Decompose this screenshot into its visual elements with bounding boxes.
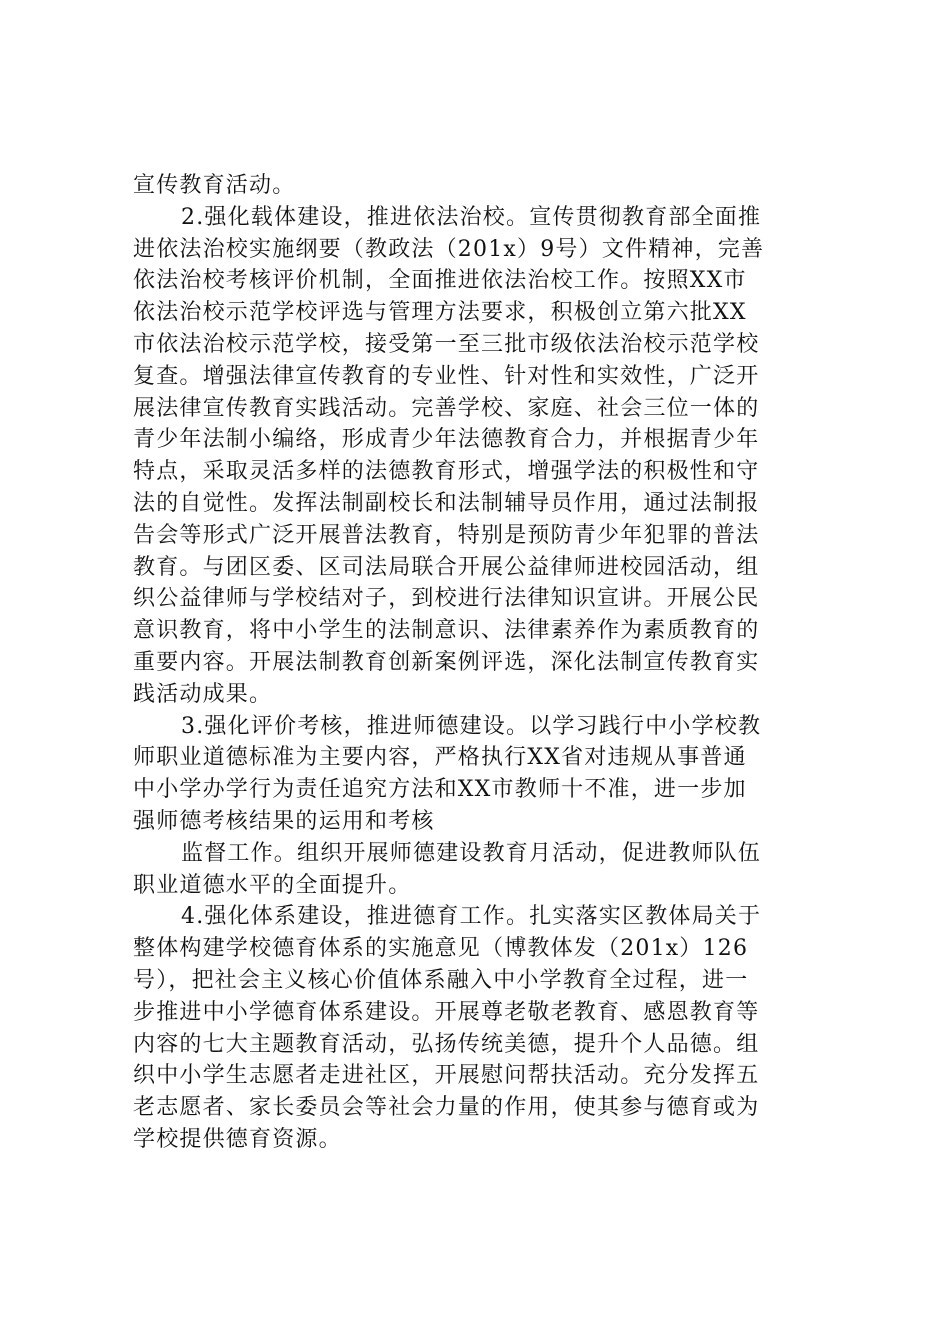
text-line: 2.强化载体建设，推进依法治校。宣传贯彻教育部全面推 bbox=[181, 204, 762, 230]
text-line: 意识教育，将中小学生的法制意识、法律素养作为素质教育的 bbox=[133, 618, 760, 644]
text-line: 整体构建学校德育体系的实施意见（博教体发（201x）126 bbox=[133, 936, 749, 962]
text-line: 青少年法制小编络，形成青少年法德教育合力，并根据青少年 bbox=[133, 427, 760, 453]
text-line: 依法治校考核评价机制，全面推进依法治校工作。按照XX市 bbox=[133, 268, 747, 294]
text-line: 宣传教育活动。 bbox=[133, 173, 296, 198]
text-line: 特点，采取灵活多样的法德教育形式，增强学法的积极性和守 bbox=[133, 459, 760, 485]
text-line: 强师德考核结果的运用和考核 bbox=[133, 808, 435, 834]
text-line: 师职业道德标准为主要内容，严格执行XX省对违规从事普通 bbox=[133, 745, 747, 771]
text-line: 中小学办学行为责任追究方法和XX市教师十不准，进一步加 bbox=[133, 777, 747, 803]
text-line: 市依法治校示范学校，接受第一至三批市级依法治校示范学校 bbox=[133, 331, 760, 357]
text-line: 告会等形式广泛开展普法教育，特别是预防青少年犯罪的普法 bbox=[133, 522, 760, 548]
text-line: 复查。增强法律宣传教育的专业性、针对性和实效性，广泛开 bbox=[133, 363, 760, 389]
text-line: 号），把社会主义核心价值体系融入中小学教育全过程，进一 bbox=[133, 967, 749, 993]
text-line: 展法律宣传教育实践活动。完善学校、家庭、社会三位一体的 bbox=[133, 395, 760, 421]
text-line: 教育。与团区委、区司法局联合开展公益律师进校园活动，组 bbox=[133, 554, 760, 580]
text-line: 重要内容。开展法制教育创新案例评选，深化法制宣传教育实 bbox=[133, 649, 760, 675]
text-line: 进依法治校实施纲要（教政法（201x）9号）文件精神，完善 bbox=[133, 236, 765, 262]
document-body bbox=[133, 170, 823, 1156]
text-line: 内容的七大主题教育活动，弘扬传统美德，提升个人品德。组 bbox=[133, 1031, 760, 1057]
text-line: 步推进中小学德育体系建设。开展尊老敬老教育、感恩教育等 bbox=[133, 999, 760, 1025]
text-line: 老志愿者、家长委员会等社会力量的作用，使其参与德育或为 bbox=[133, 1095, 760, 1121]
text-line: 织中小学生志愿者走进社区，开展慰问帮扶活动。充分发挥五 bbox=[133, 1063, 760, 1089]
text-line: 4.强化体系建设，推进德育工作。扎实落实区教体局关于 bbox=[181, 904, 762, 930]
text-line: 法的自觉性。发挥法制副校长和法制辅导员作用，通过法制报 bbox=[133, 490, 760, 516]
text-line: 学校提供德育资源。 bbox=[133, 1126, 342, 1152]
text-line: 依法治校示范学校评选与管理方法要求，积极创立第六批XX bbox=[133, 300, 747, 326]
text-line: 职业道德水平的全面提升。 bbox=[133, 872, 412, 898]
text-line: 监督工作。组织开展师德建设教育月活动，促进教师队伍 bbox=[181, 840, 762, 866]
text-line: 织公益律师与学校结对子，到校进行法律知识宣讲。开展公民 bbox=[133, 586, 760, 612]
text-line: 3.强化评价考核，推进师德建设。以学习践行中小学校教 bbox=[181, 713, 762, 739]
text-line: 践活动成果。 bbox=[133, 681, 273, 707]
